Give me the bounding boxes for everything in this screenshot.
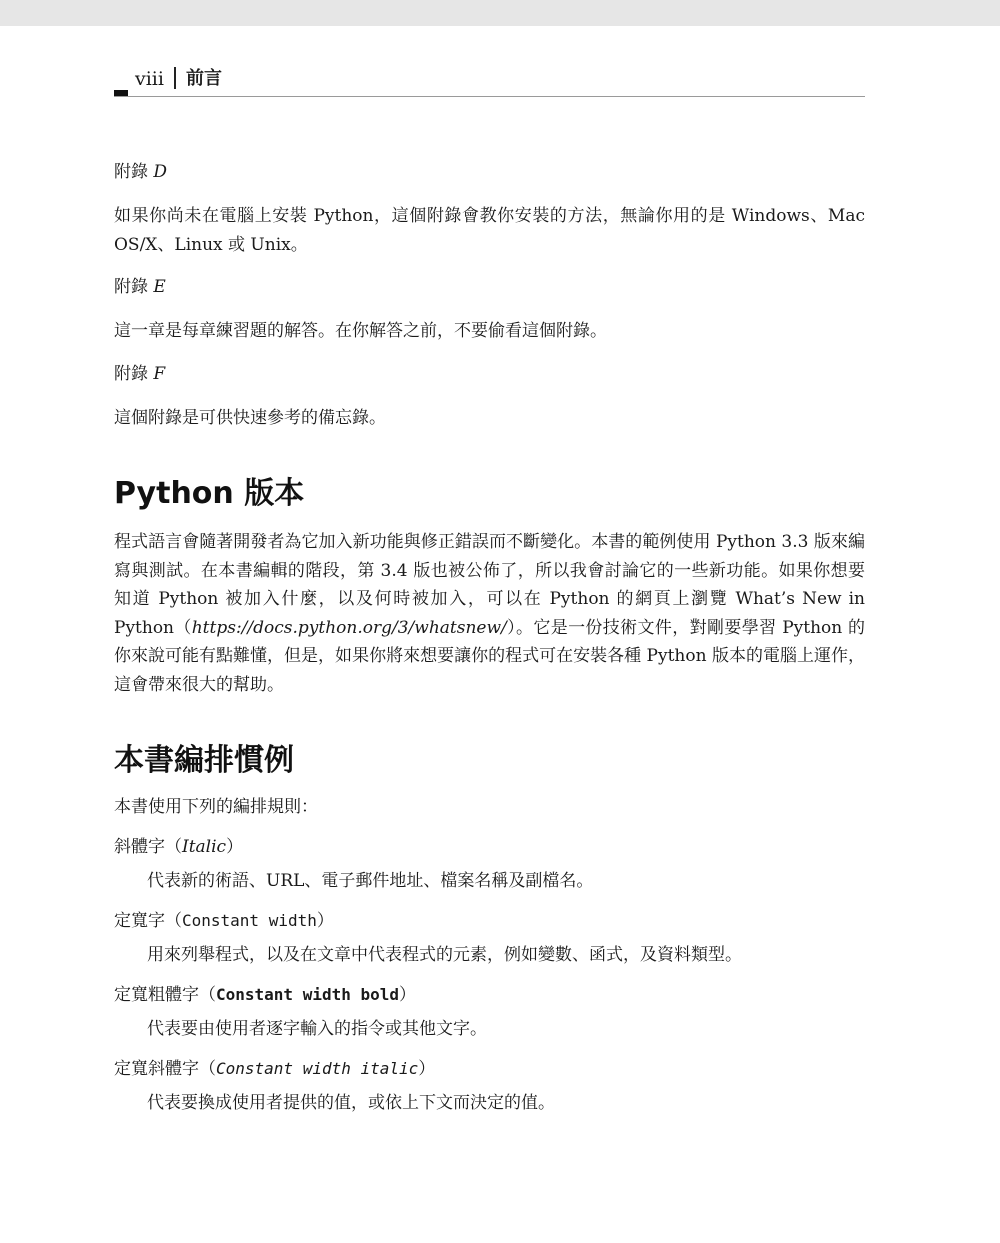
- appendix-f-term: 附錄 F: [114, 363, 166, 384]
- appendix-d-desc: 如果你尚未在電腦上安裝 Python，這個附錄會教你安裝的方法，無論你用的是 Windows、Mac OS/X、Linux 或 Unix。: [114, 206, 865, 255]
- convention-constant-width-desc: 用來列舉程式，以及在文章中代表程式的元素，例如變數、函式，及資料類型。: [147, 945, 742, 965]
- convention-italic-term: 斜體字（Italic）: [114, 837, 244, 857]
- convention-constant-width-bold-term: 定寬粗體字（Constant width bold）: [114, 985, 417, 1005]
- header-separator: [174, 67, 176, 89]
- whatsnew-link[interactable]: https://docs.python.org/3/whatsnew/: [191, 617, 507, 638]
- convention-italic-desc: 代表新的術語、URL、電子郵件地址、檔案名稱及副檔名。: [147, 871, 594, 891]
- convention-constant-width-term: 定寬字（Constant width）: [114, 911, 334, 931]
- appendix-f-desc: 這個附錄是可供快速參考的備忘錄。: [114, 407, 386, 428]
- python-version-heading: Python 版本: [114, 476, 305, 511]
- page-header: [114, 64, 865, 97]
- page-number: viii: [135, 68, 164, 90]
- appendix-e-desc: 這一章是每章練習題的解答。在你解答之前，不要偷看這個附錄。: [114, 321, 607, 341]
- python-version-paragraph: 程式語言會隨著開發者為它加入新功能與修正錯誤而不斷變化。本書的範例使用 Python 3.3 版來編寫與測試。在本書編輯的階段，第 3.4 版也被公佈了，所以我會討論它的一些新功能。如果你想要知道 Python 被加入什麼，以及何時被加入，可以在 Python 的網頁上瀏覽 What’s New in Python（https://docs.python.org/3/whatsnew/）。它是一份技術文件，對剛要學習 Python 的你來說可能有點難懂，但是，如果你將來想要讓你的程式可在安裝各種 Python 版本的電腦上運作，這會帶來很大的幫助。: [114, 532, 865, 695]
- chapter-title: 前言: [186, 68, 222, 89]
- page-content: [114, 160, 865, 1131]
- conventions-heading: 本書編排慣例: [114, 743, 294, 778]
- appendix-e-term: 附錄 E: [114, 277, 166, 297]
- top-bar: [0, 0, 1000, 26]
- appendix-d-term: 附錄 D: [114, 162, 168, 182]
- header-mark: [114, 90, 128, 96]
- convention-constant-width-italic-desc: 代表要換成使用者提供的值，或依上下文而決定的值。: [147, 1093, 555, 1113]
- convention-constant-width-italic-term: 定寬斜體字（Constant width italic）: [114, 1059, 436, 1079]
- convention-constant-width-bold-desc: 代表要由使用者逐字輸入的指令或其他文字。: [147, 1019, 487, 1039]
- conventions-intro: 本書使用下列的編排規則：: [114, 797, 318, 817]
